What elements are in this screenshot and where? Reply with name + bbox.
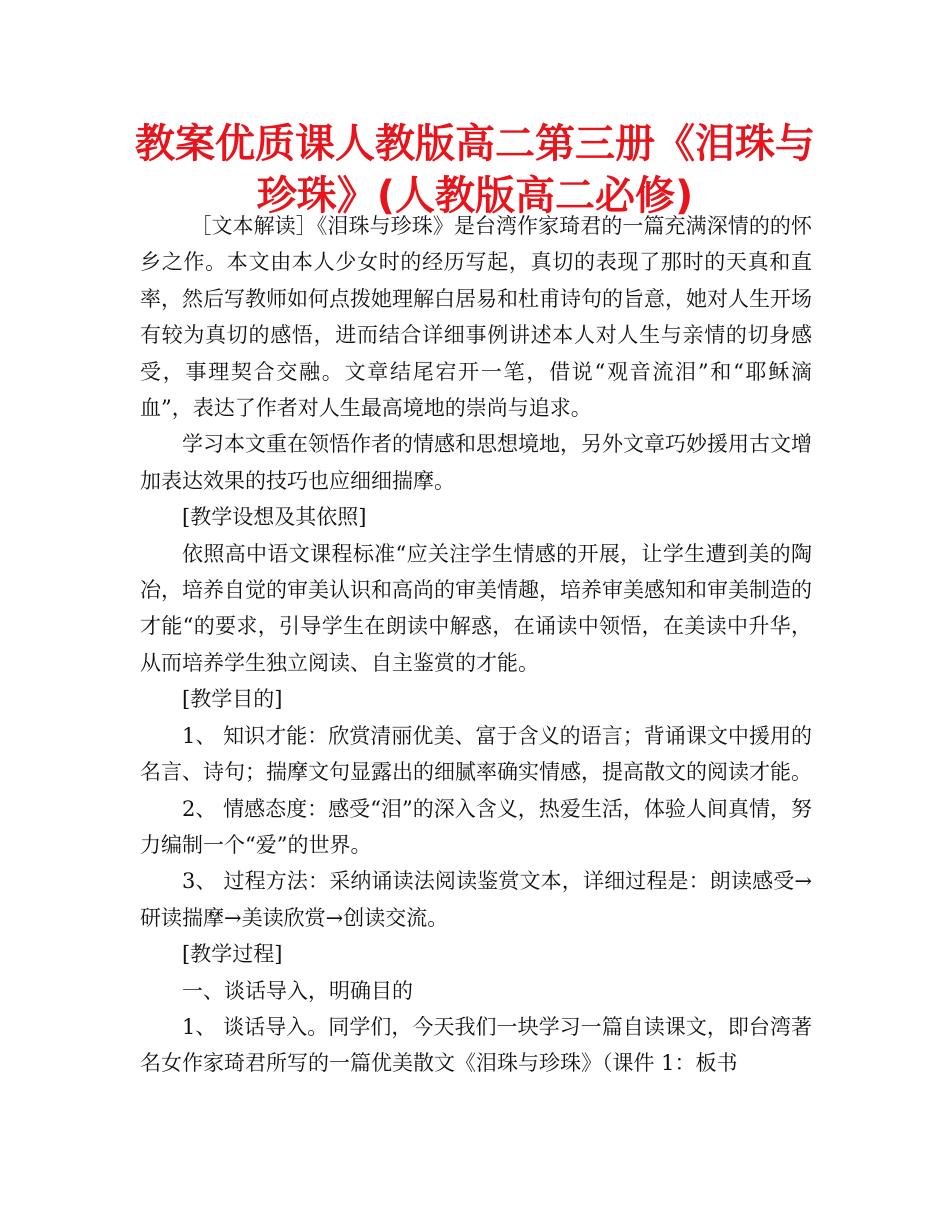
- step-heading-introduction: 一、谈话导入，明确目的: [182, 978, 413, 1003]
- document-body: [140, 208, 812, 1082]
- list-item-goal-method: 3、 过程方法：采纳诵读法阅读鉴赏文本，详细过程是：朗读感受→研读揣摩→美读欣赏→创读交流。: [140, 869, 812, 930]
- paragraph-introduction-talk: 1、 谈话导入。同学们，今天我们一块学习一篇自读课文，即台湾著名女作家琦君所写的一篇优美散文《泪珠与珍珠》（课件 1：板书: [140, 1014, 812, 1076]
- paragraph-text-interpretation: ［文本解读］《泪珠与珍珠》是台湾作家琦君的一篇充满深情的的怀乡之作。本文由本人少女时的经历写起，真切的表现了那时的天真和直率，然后写教师如何点拨她理解白居易和杜甫诗句的旨意，她对人生开场有较为真切的感悟，进而结合详细事例讲述本人对人生与亲情的切身感受，事理契合交融。文章结尾宕开一笔，借说“观音流泪”和“耶稣滴血”，表达了作者对人生最高境地的崇尚与追求。: [140, 214, 812, 421]
- section-heading-teaching-design: [教学设想及其依照]: [182, 505, 367, 530]
- section-heading-teaching-process: [教学过程]: [182, 942, 283, 967]
- section-heading-teaching-goals: [教学目的]: [182, 687, 283, 712]
- list-item-goal-knowledge: 1、 知识才能：欣赏清丽优美、富于含义的语言；背诵课文中援用的名言、诗句；揣摩文句显露出的细腻率确实情感，提高散文的阅读才能。: [140, 723, 812, 785]
- paragraph-teaching-basis: 依照高中语文课程标准“应关注学生情感的开展，让学生遭到美的陶冶，培养自觉的审美认识和高尚的审美情趣，培养审美感知和审美制造的才能“的要求，引导学生在朗读中解惑，在诵读中领悟，在美读中升华，从而培养学生独立阅读、自主鉴赏的才能。: [140, 541, 812, 675]
- paragraph-study-focus: 学习本文重在领悟作者的情感和思想境地，另外文章巧妙援用古文增加表达效果的技巧也应细细揣摩。: [140, 432, 812, 493]
- list-item-goal-emotion: 2、 情感态度：感受“泪”的深入含义，热爱生活，体验人间真情，努力编制一个“爱”的世界。: [140, 796, 812, 857]
- document-title: 教案优质课人教版高二第三册《泪珠与珍珠》(人教版高二必修): [135, 121, 815, 219]
